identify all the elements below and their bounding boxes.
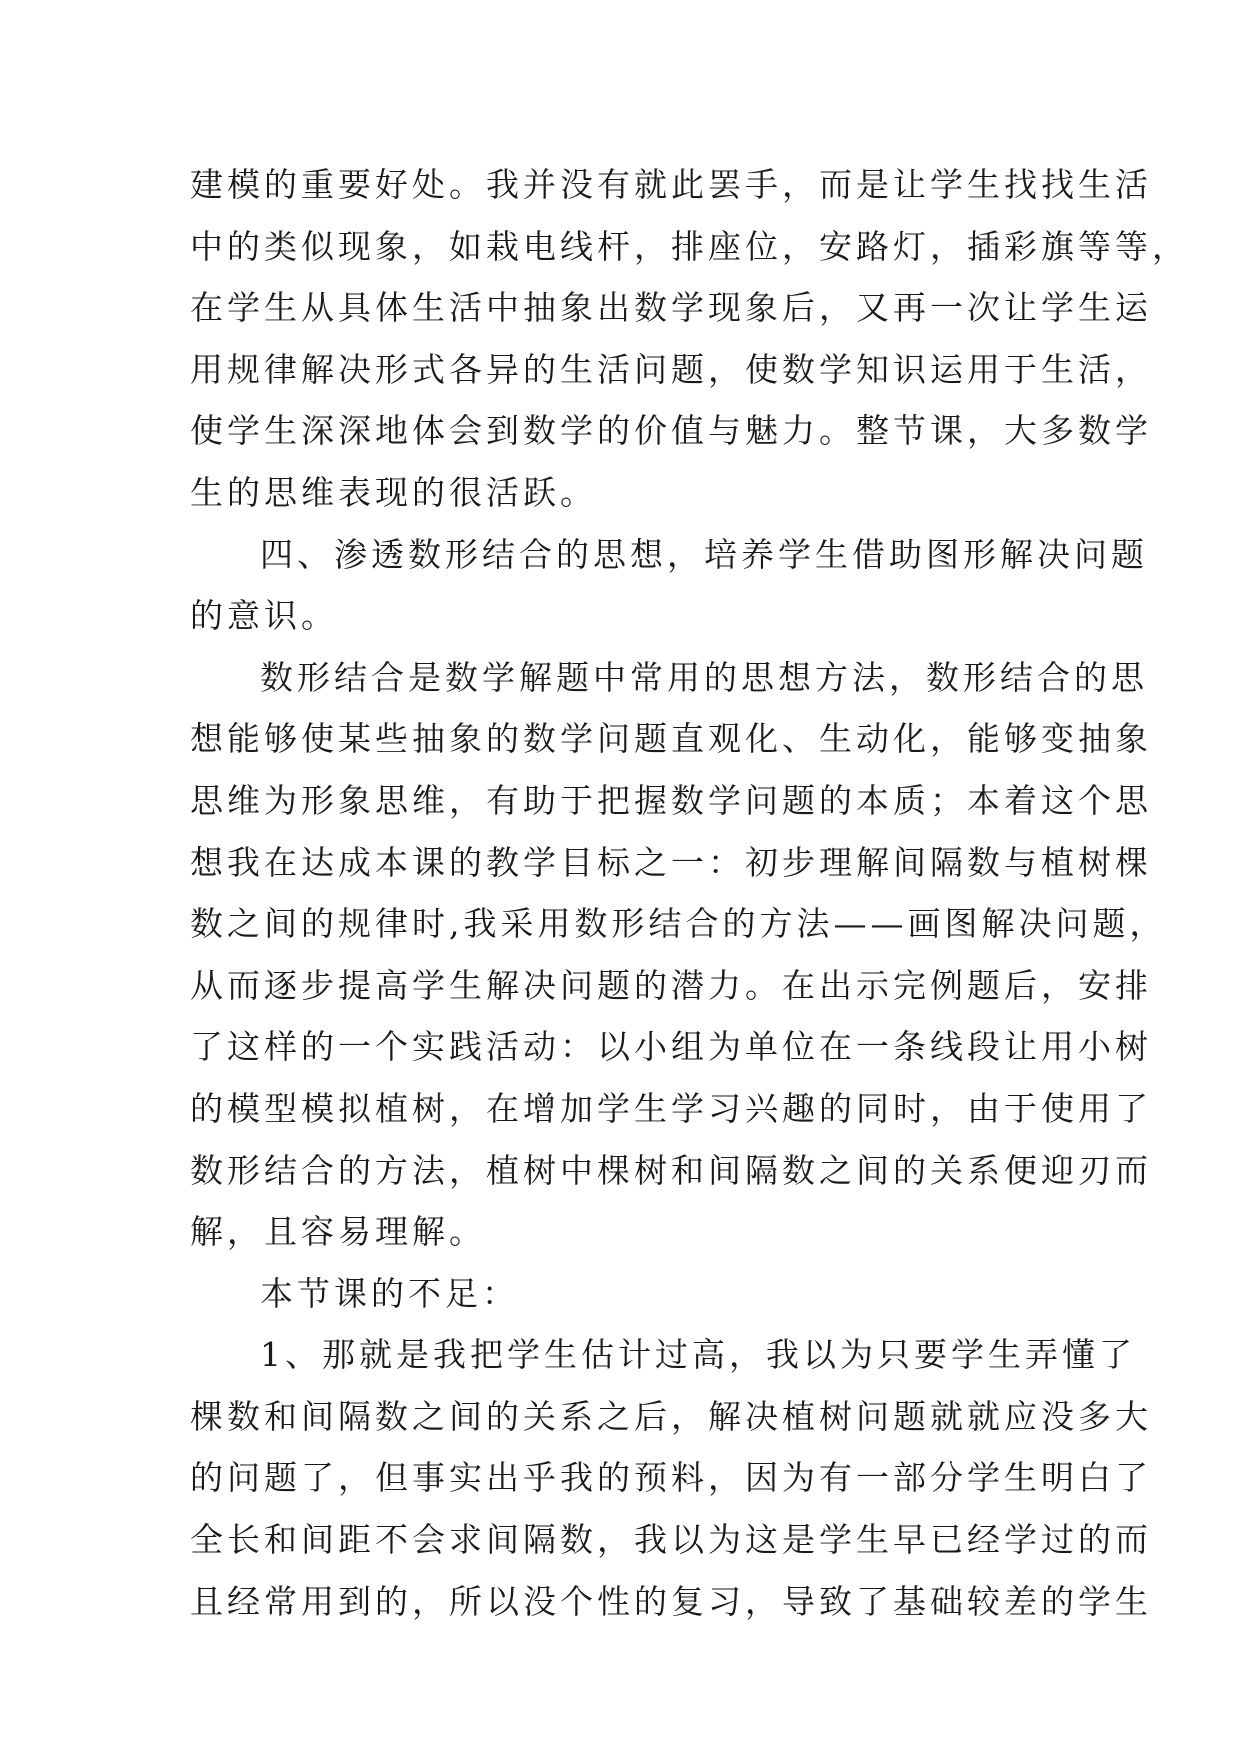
text-line: 解，且容易理解。 (190, 1212, 486, 1252)
text-line: 数形结合是数学解题中常用的思想方法，数形结合的思 (260, 657, 1148, 697)
text-line: 建模的重要好处。我并没有就此罢手，而是让学生找找生活 (190, 165, 1152, 204)
text-line: 本节课的不足： (260, 1273, 519, 1313)
text-line: 思维为形象思维，有助于把握数学问题的本质；本着这个思 (190, 780, 1152, 820)
text-line: 棵数和间隔数之间的关系之后，解决植树问题就就应没多大 (190, 1396, 1152, 1436)
text-line: 数之间的规律时,我采用数形结合的方法——画图解决问题， (190, 904, 1167, 944)
text-line: 从而逐步提高学生解决问题的潜力。在出示完例题后，安排 (190, 965, 1152, 1005)
text-line: 生的思维表现的很活跃。 (190, 472, 597, 512)
text-line: 四、渗透数形结合的思想，培养学生借助图形解决问题 (260, 534, 1148, 574)
text-line: 在学生从具体生活中抽象出数学现象后，又再一次让学生运 (190, 288, 1152, 328)
text-line: 使学生深深地体会到数学的价值与魅力。整节课，大多数学 (190, 411, 1152, 451)
text-line: 1、那就是我把学生估计过高，我以为只要学生弄懂了 (260, 1335, 1136, 1375)
text-line: 且经常用到的，所以没个性的复习，导致了基础较差的学生 (190, 1581, 1152, 1621)
text-line: 的模型模拟植树，在增加学生学习兴趣的同时，由于使用了 (190, 1088, 1152, 1128)
text-line: 的问题了，但事实出乎我的预料，因为有一部分学生明白了 (190, 1458, 1152, 1498)
text-line: 数形结合的方法，植树中棵树和间隔数之间的关系便迎刃而 (190, 1150, 1152, 1190)
body-text (190, 154, 1189, 1632)
text-line: 用规律解决形式各异的生活问题，使数学知识运用于生活， (190, 349, 1152, 389)
text-line: 想我在达成本课的教学目标之一：初步理解间隔数与植树棵 (190, 842, 1152, 882)
text-line: 想能够使某些抽象的数学问题直观化、生动化，能够变抽象 (190, 719, 1152, 759)
text-line: 中的类似现象，如栽电线杆，排座位，安路灯，插彩旗等等， (190, 226, 1189, 266)
text-line: 了这样的一个实践活动：以小组为单位在一条线段让用小树 (190, 1027, 1152, 1067)
text-line: 全长和间距不会求间隔数，我以为这是学生早已经学过的而 (190, 1520, 1152, 1560)
text-line: 的意识。 (190, 596, 338, 636)
